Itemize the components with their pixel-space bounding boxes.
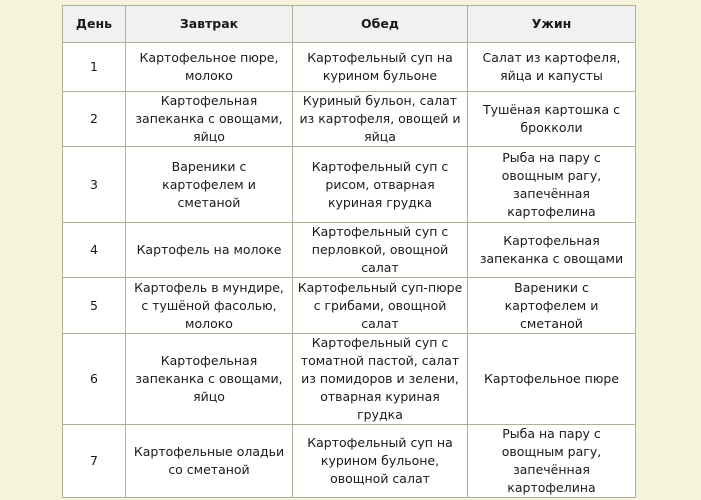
breakfast-cell: Вареники с картофелем и сметаной — [126, 147, 293, 223]
weekly-menu-table — [62, 5, 636, 498]
table-row — [63, 334, 636, 425]
table-row — [63, 147, 636, 223]
dinner-cell: Картофельная запеканка с овощами — [468, 223, 636, 278]
breakfast-cell: Картофельные оладьи со сметаной — [126, 425, 293, 498]
table-row — [63, 425, 636, 498]
breakfast-cell: Картофельное пюре, молоко — [126, 43, 293, 92]
menu-table-container — [62, 5, 635, 496]
day-cell: 7 — [63, 425, 126, 498]
lunch-cell: Куриный бульон, салат из картофеля, овощей и яйца — [293, 92, 468, 147]
breakfast-cell: Картофельная запеканка с овощами, яйцо — [126, 334, 293, 425]
lunch-cell: Картофельный суп с томатной пастой, салат из помидоров и зелени, отварная куриная грудка — [293, 334, 468, 425]
day-cell: 4 — [63, 223, 126, 278]
dinner-cell: Тушёная картошка с брокколи — [468, 92, 636, 147]
lunch-cell: Картофельный суп с рисом, отварная куриная грудка — [293, 147, 468, 223]
header-lunch: Обед — [293, 6, 468, 43]
table-row — [63, 43, 636, 92]
table-row — [63, 92, 636, 147]
dinner-cell: Салат из картофеля, яйца и капусты — [468, 43, 636, 92]
table-row — [63, 223, 636, 278]
breakfast-cell: Картофель на молоке — [126, 223, 293, 278]
lunch-cell: Картофельный суп-пюре с грибами, овощной салат — [293, 278, 468, 334]
table-header-row — [63, 6, 636, 43]
dinner-cell: Рыба на пару с овощным рагу, запечённая картофелина — [468, 425, 636, 498]
lunch-cell: Картофельный суп на курином бульоне, овощной салат — [293, 425, 468, 498]
dinner-cell: Рыба на пару с овощным рагу, запечённая картофелина — [468, 147, 636, 223]
lunch-cell: Картофельный суп с перловкой, овощной салат — [293, 223, 468, 278]
day-cell: 2 — [63, 92, 126, 147]
header-breakfast: Завтрак — [126, 6, 293, 43]
day-cell: 1 — [63, 43, 126, 92]
breakfast-cell: Картофель в мундире, с тушёной фасолью, молоко — [126, 278, 293, 334]
table-row — [63, 278, 636, 334]
day-cell: 6 — [63, 334, 126, 425]
day-cell: 5 — [63, 278, 126, 334]
header-dinner: Ужин — [468, 6, 636, 43]
header-day: День — [63, 6, 126, 43]
day-cell: 3 — [63, 147, 126, 223]
dinner-cell: Вареники с картофелем и сметаной — [468, 278, 636, 334]
lunch-cell: Картофельный суп на курином бульоне — [293, 43, 468, 92]
breakfast-cell: Картофельная запеканка с овощами, яйцо — [126, 92, 293, 147]
dinner-cell: Картофельное пюре — [468, 334, 636, 425]
